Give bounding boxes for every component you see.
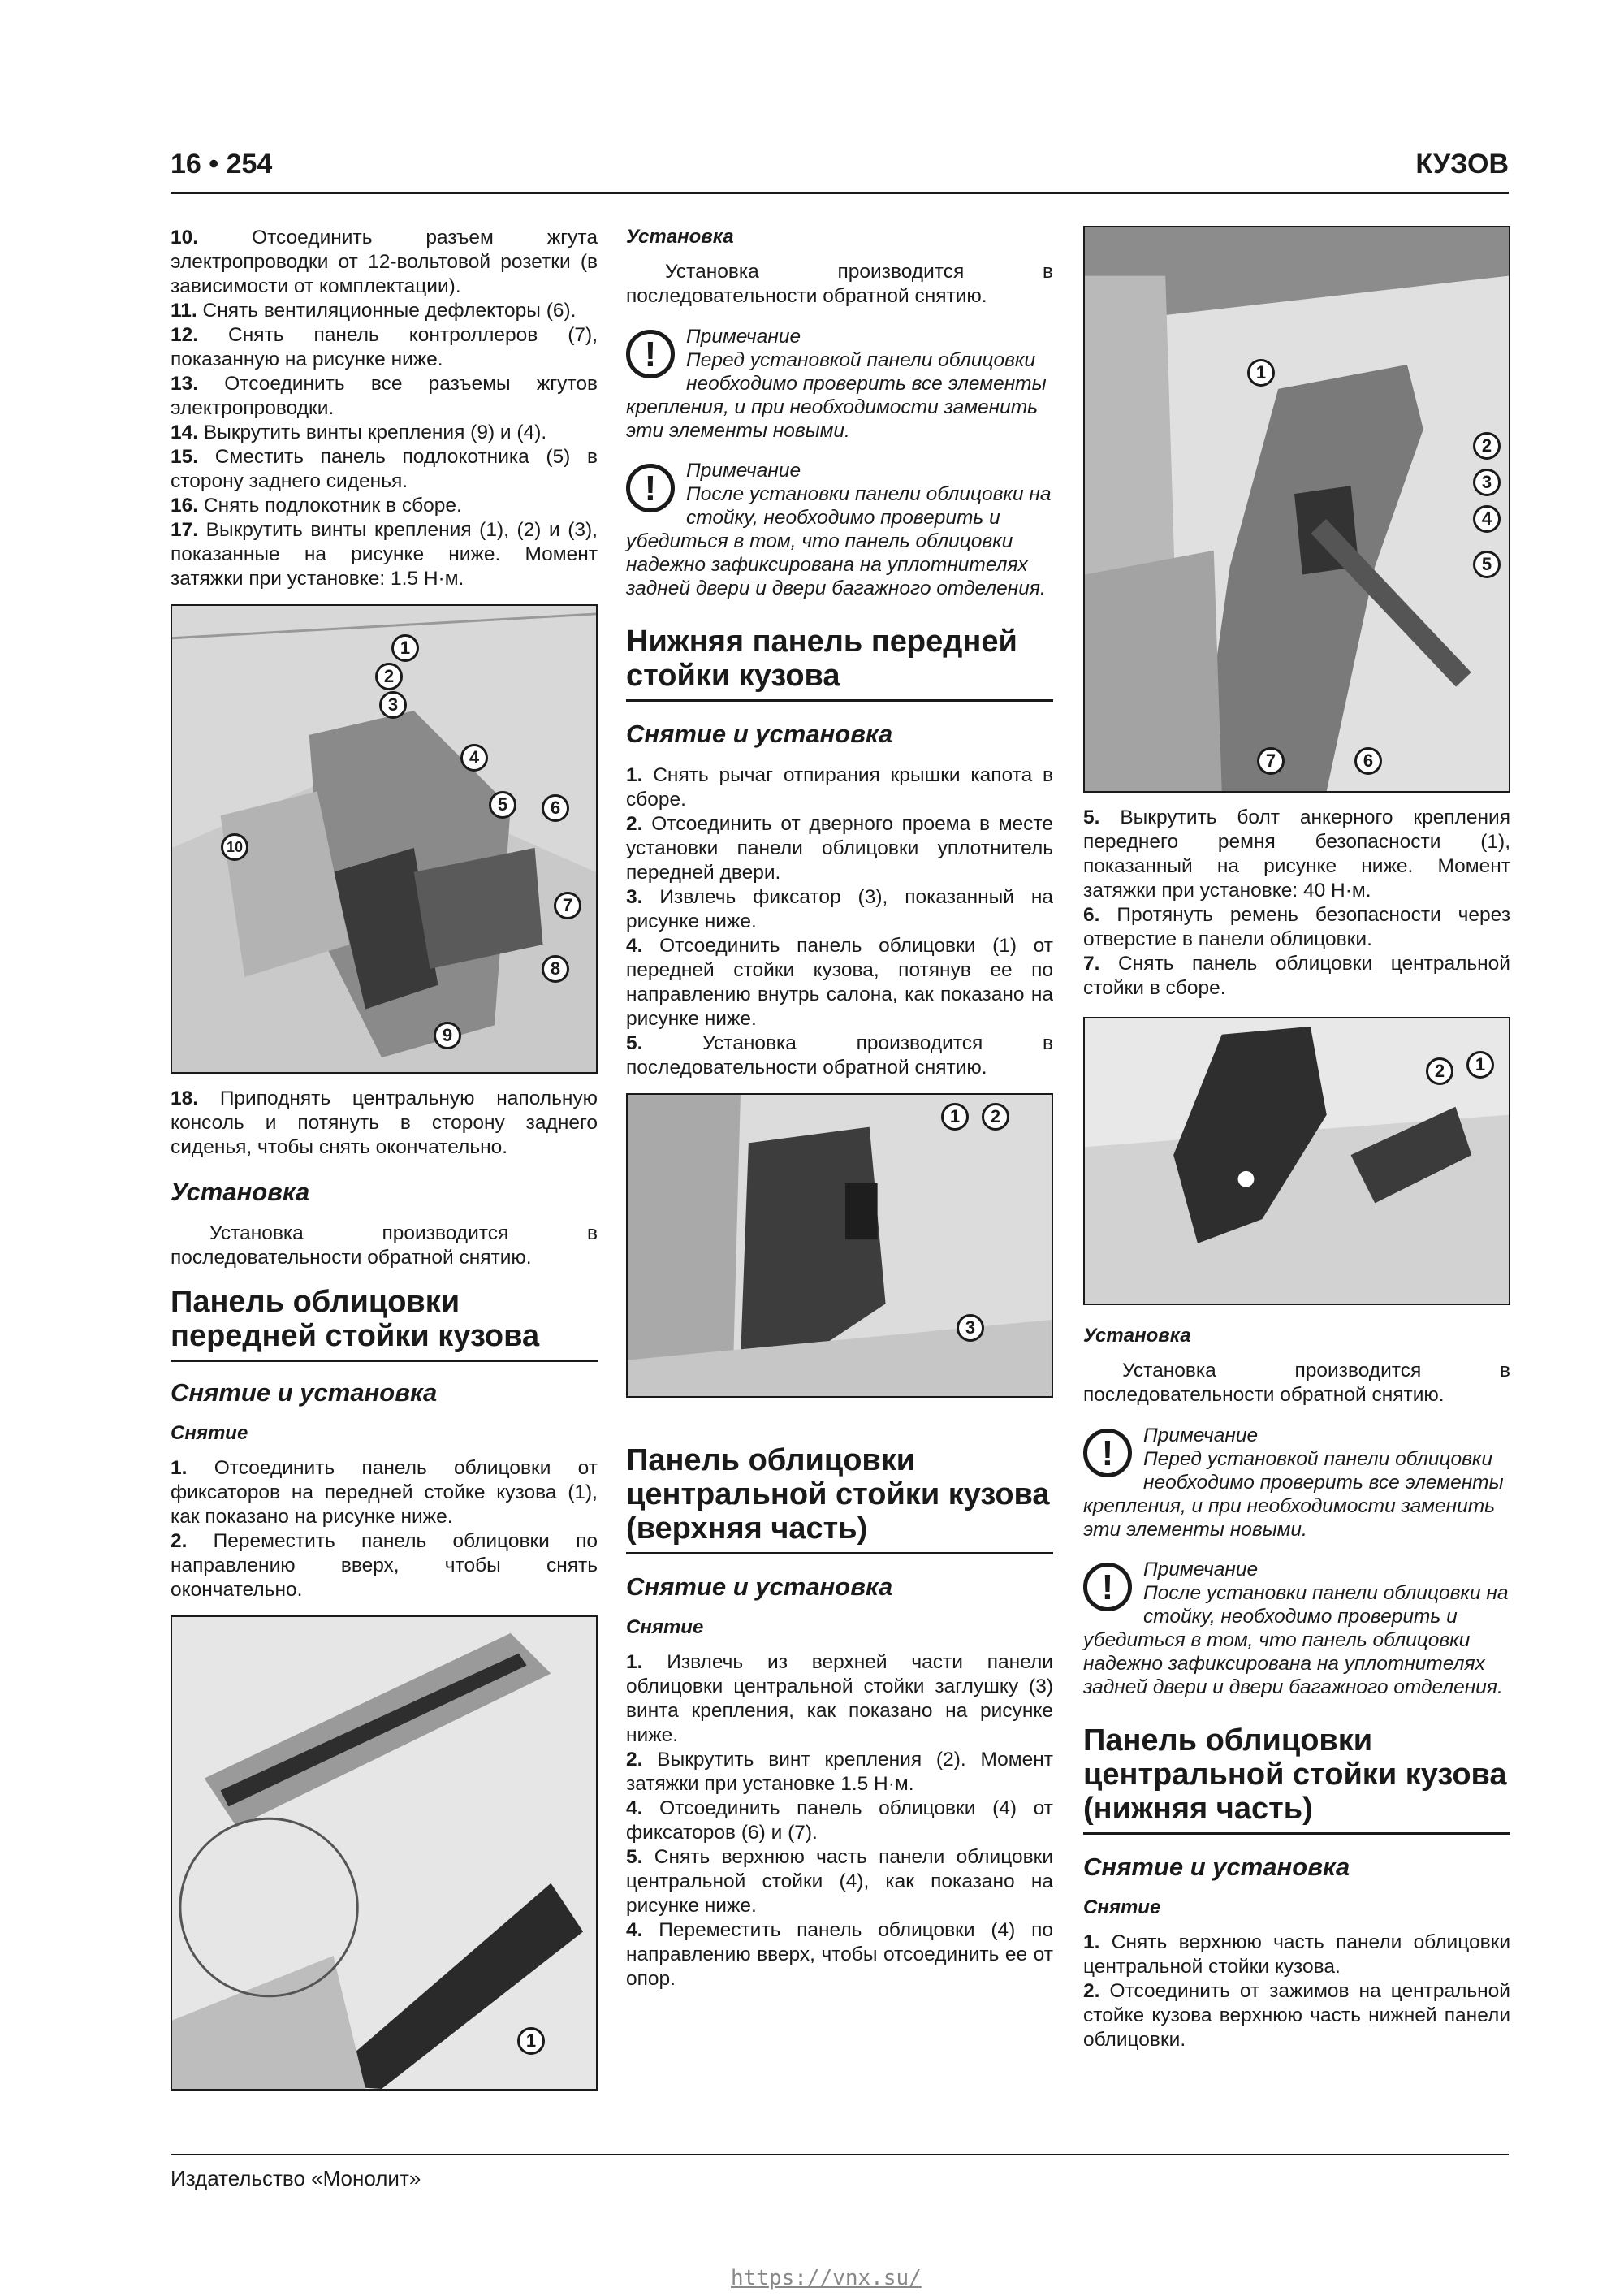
- exclamation-icon: !: [1083, 1563, 1132, 1611]
- callout-2: 2: [982, 1103, 1009, 1131]
- callout-3: 3: [379, 691, 407, 719]
- step-item: 15. Сместить панель подлокотника (5) в сторону заднего сиденья.: [171, 446, 598, 492]
- exclamation-icon: !: [1083, 1429, 1132, 1477]
- removal-heading: Снятие: [171, 1422, 248, 1444]
- callout-4: 4: [1473, 505, 1501, 533]
- callout-8: 8: [542, 955, 569, 983]
- subsection-heading: Снятие и установка: [171, 1378, 438, 1407]
- step-item: 10. Отсоединить разъем жгута электропроводки от 12-вольтовой розетки (в зависимости от комплектации).: [171, 227, 598, 297]
- step-item: 6. Протянуть ремень безопасности через отверстие в панели облицовки.: [1083, 904, 1510, 950]
- step-item: 16. Снять подлокотник в сборе.: [171, 495, 462, 517]
- note-text: После установки панели облицовки на стойку, необходимо проверить и убедиться в том, что панель облицовки надежно зафиксирована на уплотнителях задней двери и двери багажного отделения.: [1083, 1582, 1509, 1698]
- steps-list: [171, 226, 598, 591]
- step-item: 1. Снять рычаг отпирания крышки капота в сборе.: [626, 764, 1053, 811]
- step-item: 1. Извлечь из верхней части панели облицовки центральной стойки заглушку (3) винта крепления, как показано на рисунке ниже.: [626, 1651, 1053, 1746]
- callout-1: 1: [517, 2027, 545, 2055]
- step-item: 2. Переместить панель облицовки по направлению вверх, чтобы снять окончательно.: [171, 1530, 598, 1601]
- callout-3: 3: [1473, 469, 1501, 496]
- footer-rule: [171, 2154, 1509, 2155]
- step-item: 2. Отсоединить от зажимов на центральной стойке кузова верхнюю часть нижней панели облицовки.: [1083, 1980, 1510, 2051]
- subsection-heading: Снятие и установка: [1083, 1853, 1350, 1881]
- step-item: 11. Снять вентиляционные дефлекторы (6).: [171, 300, 577, 322]
- note-title: Примечание: [1143, 1425, 1259, 1446]
- figure-front-pillar: [171, 1615, 598, 2091]
- exclamation-icon: !: [626, 330, 675, 378]
- callout-6: 6: [1354, 747, 1382, 775]
- step-item: 5. Снять верхнюю часть панели облицовки центральной стойки (4), как показано на рисунке ниже.: [626, 1846, 1054, 1917]
- publisher: Издательство «Монолит»: [171, 2166, 421, 2190]
- figure-lower-front-panel: [626, 1093, 1053, 1398]
- callout-9: 9: [434, 1022, 461, 1049]
- step-item: 14. Выкрутить винты крепления (9) и (4).: [171, 422, 547, 443]
- step-item: 5. Установка производится в последовательности обратной снятию.: [626, 1032, 1054, 1079]
- callout-1: 1: [941, 1103, 969, 1131]
- step-item: 4. Переместить панель облицовки (4) по направлению вверх, чтобы отсоединить ее от опор.: [626, 1919, 1053, 1990]
- step-item: 5. Выкрутить болт анкерного крепления переднего ремня безопасности (1), показанный на рисунке ниже. Момент затяжки при установке: 40 Н·м.: [1083, 806, 1510, 902]
- step-item: 1. Отсоединить панель облицовки от фиксаторов на передней стойке кузова (1), как показано на рисунке ниже.: [171, 1457, 598, 1528]
- note-title: Примечание: [1143, 1559, 1259, 1580]
- note-title: Примечание: [686, 460, 801, 482]
- step-item: 2. Отсоединить от дверного проема в месте установки панели облицовки уплотнитель передней двери.: [626, 813, 1054, 884]
- step-item: 17. Выкрутить винты крепления (1), (2) и (3), показанные на рисунке ниже. Момент затяжки при установке: 1.5 Н·м.: [171, 519, 598, 590]
- section-title: КУЗОВ: [1415, 149, 1509, 179]
- figure-belt-anchor: [1083, 1017, 1510, 1305]
- install-text: Установка производится в последовательности обратной снятию.: [171, 1222, 598, 1269]
- note-1: [626, 325, 1053, 443]
- removal-heading: Снятие: [1083, 1896, 1161, 1918]
- install-text: Установка производится в последовательности обратной снятию.: [1083, 1360, 1510, 1406]
- step-item: 7. Снять панель облицовки центральной стойки в сборе.: [1083, 953, 1510, 999]
- note-2: [1083, 1558, 1510, 1699]
- callout-5: 5: [1473, 551, 1501, 578]
- removal-heading: Снятие: [626, 1616, 704, 1638]
- callout-7: 7: [1257, 747, 1285, 775]
- subsection-heading: Снятие и установка: [626, 720, 893, 748]
- step-item: 18. Приподнять центральную напольную консоль и потянуть в сторону заднего сиденья, чтобы снять окончательно.: [171, 1087, 598, 1158]
- callout-2: 2: [1426, 1057, 1453, 1085]
- install-heading: Установка: [171, 1178, 310, 1206]
- section-heading: Панель облицовки центральной стойки кузова (нижняя часть): [1083, 1723, 1510, 1835]
- callout-3: 3: [957, 1314, 984, 1342]
- callout-1: 1: [1466, 1051, 1494, 1079]
- center-pillar-illustration: [1085, 227, 1509, 791]
- step-item: 2. Выкрутить винт крепления (2). Момент затяжки при установке 1.5 Н·м.: [626, 1749, 1054, 1795]
- section-heading: Панель облицовки центральной стойки кузова (верхняя часть): [626, 1443, 1053, 1554]
- section-heading: Панель облицовки передней стойки кузова: [171, 1285, 598, 1362]
- column-1: [171, 226, 598, 2104]
- callout-2: 2: [1473, 432, 1501, 460]
- column-2: [626, 226, 1053, 1991]
- figure-center-pillar-upper: [1083, 226, 1510, 793]
- callout-5: 5: [489, 791, 516, 819]
- step-item: 4. Отсоединить панель облицовки (1) от передней стойки кузова, потянув ее по направлению внутрь салона, как показано на рисунке ниже.: [626, 935, 1053, 1030]
- install-text: Установка производится в последовательности обратной снятию.: [626, 261, 1053, 307]
- lower-panel-illustration: [628, 1095, 1052, 1396]
- callout-10: 10: [221, 833, 248, 861]
- section-heading: Нижняя панель передней стойки кузова: [626, 625, 1053, 702]
- figure-center-console: [171, 604, 598, 1074]
- step-item: 13. Отсоединить все разъемы жгутов электропроводки.: [171, 373, 598, 419]
- note-text: После установки панели облицовки на стойку, необходимо проверить и убедиться в том, что панель облицовки надежно зафиксирована на уплотнителях задней двери и двери багажного отделения.: [626, 483, 1052, 599]
- note-title: Примечание: [686, 326, 801, 348]
- page-number: 16 • 254: [171, 149, 273, 179]
- note-text: Перед установкой панели облицовки необходимо проверить все элементы крепления, и при необходимости заменить эти элементы новыми.: [626, 349, 1047, 442]
- column-3: [1083, 226, 1510, 2052]
- install-heading: Установка: [1083, 1325, 1191, 1347]
- front-pillar-illustration: [172, 1617, 596, 2089]
- note-2: [626, 459, 1053, 600]
- step-item: 3. Извлечь фиксатор (3), показанный на рисунке ниже.: [626, 886, 1054, 932]
- install-heading: Установка: [626, 226, 734, 248]
- callout-2: 2: [375, 663, 403, 690]
- callout-6: 6: [542, 794, 569, 822]
- header-rule: [171, 192, 1509, 194]
- callout-1: 1: [391, 634, 419, 662]
- step-item: 4. Отсоединить панель облицовки (4) от фиксаторов (6) и (7).: [626, 1797, 1053, 1844]
- callout-7: 7: [554, 892, 581, 919]
- note-text: Перед установкой панели облицовки необходимо проверить все элементы крепления, и при необходимости заменить эти элементы новыми.: [1083, 1448, 1504, 1541]
- step-item: 12. Снять панель контроллеров (7), показанную на рисунке ниже.: [171, 324, 598, 370]
- subsection-heading: Снятие и установка: [626, 1572, 893, 1601]
- watermark-link[interactable]: https://vnx.su/: [731, 2266, 922, 2290]
- callout-4: 4: [460, 744, 488, 772]
- step-item: 1. Снять верхнюю часть панели облицовки центральной стойки кузова.: [1083, 1931, 1511, 1978]
- note-1: [1083, 1424, 1510, 1541]
- exclamation-icon: !: [626, 464, 675, 512]
- callout-1: 1: [1247, 359, 1275, 387]
